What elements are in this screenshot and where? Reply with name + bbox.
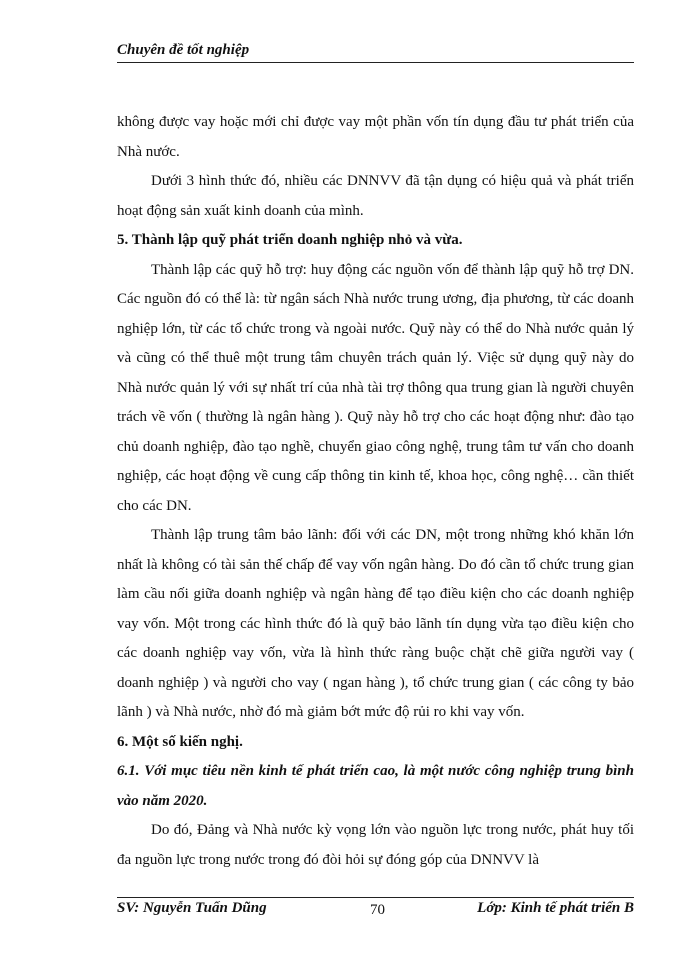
document-body: [117, 108, 634, 875]
paragraph: Thành lập các quỹ hỗ trợ: huy động các nguồn vốn để thành lập quỹ hỗ trợ DN. Các nguồn đó có thể là: từ ngân sách Nhà nước trung ương, địa phương, từ các doanh nghiệp lớn, từ các tổ chức trong và ngoài nước. Quỹ này có thể do Nhà nước quản lý và cũng có thể thuê một trung tâm chuyên trách quản lý. Việc sử dụng quỹ này do Nhà nước quản lý với sự nhất trí của nhà tài trợ thông qua trung gian là người chuyên trách về vốn ( thường là ngân hàng ). Quỹ này hỗ trợ cho các hoạt động như: đào tạo chủ doanh nghiệp, đào tạo nghề, chuyển giao công nghệ, trung tâm tư vấn cho doanh nghiệp, các hoạt động về cung cấp thông tin kinh tế, khoa học, công nghệ… cần thiết cho các DN.: [117, 261, 634, 514]
subsection-heading-6-1: 6.1. Với mục tiêu nền kinh tế phát triển cao, là một nước công nghiệp trung bình vào năm 2020.: [117, 763, 634, 809]
section-heading-5: 5. Thành lập quỹ phát triển doanh nghiệp nhỏ và vừa.: [117, 232, 463, 248]
footer-divider: [117, 897, 634, 898]
page-number: 70: [370, 902, 385, 918]
paragraph: Dưới 3 hình thức đó, nhiều các DNNVV đã tận dụng có hiệu quả và phát triển hoạt động sản xuất kinh doanh của mình.: [117, 173, 634, 219]
footer-student-name: SV: Nguyễn Tuấn Dũng: [117, 900, 267, 916]
section-heading-6: 6. Một số kiến nghị.: [117, 733, 243, 750]
paragraph: Thành lập trung tâm bảo lãnh: đối với các DN, một trong những khó khăn lớn nhất là không có tài sản thế chấp để vay vốn ngân hàng. Do đó cần tổ chức trung gian làm cầu nối giữa doanh nghiệp và ngân hàng để tạo điều kiện cho các doanh nghiệp vay vốn. Một trong các hình thức đó là quỹ bảo lãnh tín dụng vừa tạo điều kiện cho các doanh nghiệp vay vốn, vừa là hình thức ràng buộc chặt chẽ giữa người vay ( doanh nghiệp ) và người cho vay ( ngan hàng ), tổ chức trung gian ( các công ty bảo lãnh ) và Nhà nước, nhờ đó mà giảm bớt mức độ rủi ro khi vay vốn.: [117, 527, 634, 720]
page-footer: [117, 900, 634, 922]
paragraph: Do đó, Đảng và Nhà nước kỳ vọng lớn vào nguồn lực trong nước, phát huy tối đa nguồn lực trong nước trong đó đòi hỏi sự đóng góp của DNNVV là: [117, 822, 634, 868]
footer-class-name: Lớp: Kinh tế phát triển B: [477, 900, 634, 916]
page-header-title: Chuyên đề tốt nghiệp: [117, 42, 634, 63]
paragraph-continuation: không được vay hoặc mới chỉ được vay một phần vốn tín dụng đầu tư phát triển của Nhà nước.: [117, 114, 634, 160]
